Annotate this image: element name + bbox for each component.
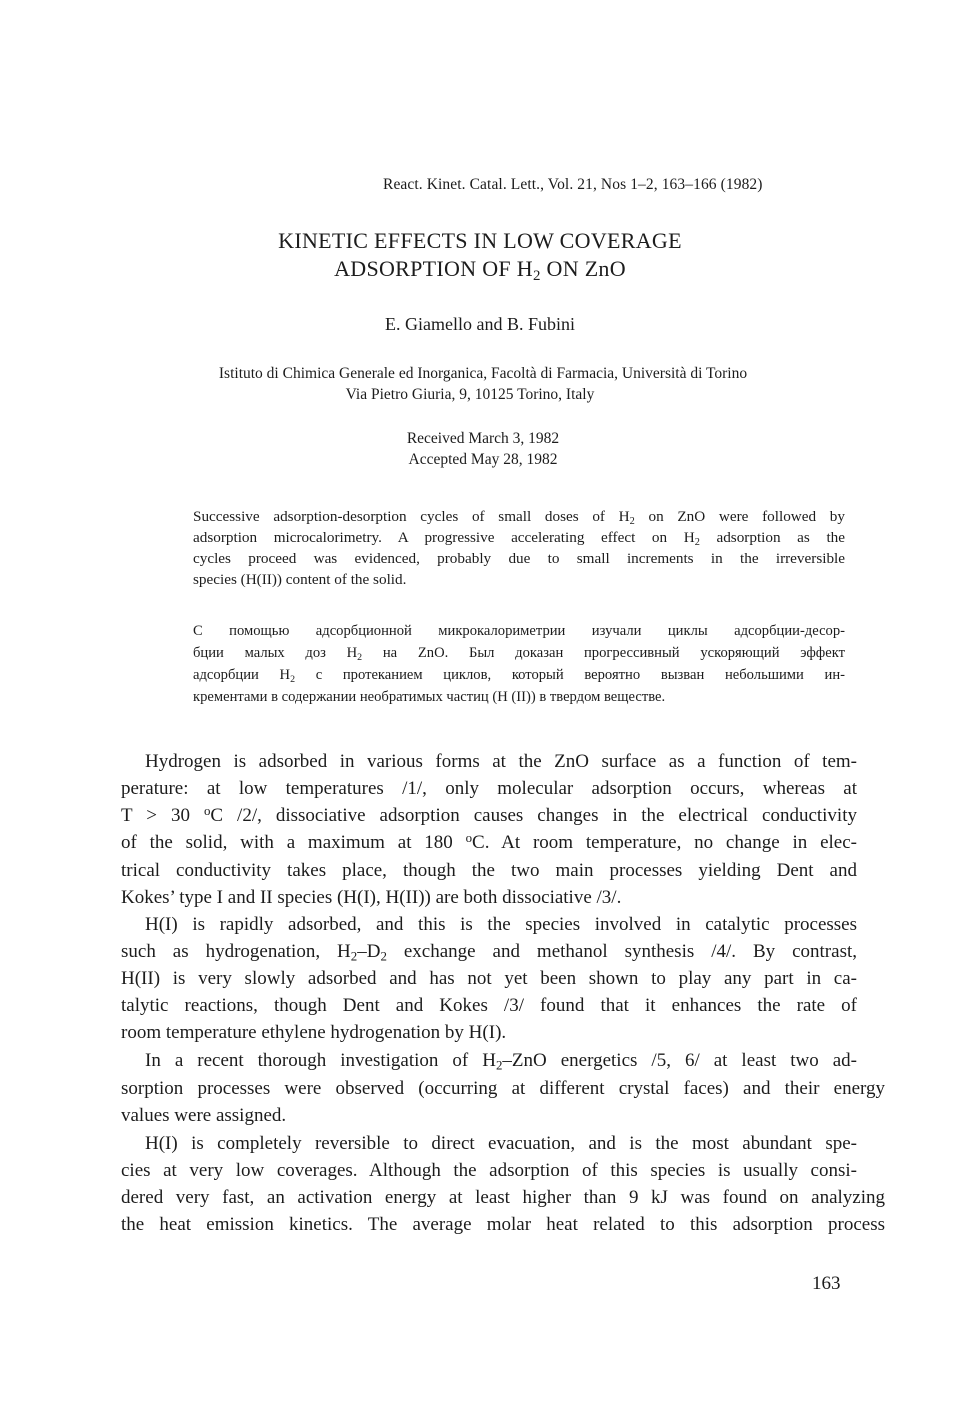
abstract-ru-line: бции малых доз $H_2$ на ZnO. Был доказан прогрессивный ускоряющий эффект (193, 645, 845, 663)
body-line: In a recent thorough investigation of $H_2$–ZnO energetics /5, 6/ at least two ad- (145, 1050, 857, 1073)
abstract-en-line: Successive adsorption-desorption cycles of small doses of $H_2$ on ZnO were followed by (193, 508, 845, 527)
page-number: 163 (812, 1273, 841, 1294)
received-date: Received March 3, 1982 (406, 430, 560, 447)
body-line: trical conductivity takes place, though the two main processes yielding Dent and (121, 860, 857, 881)
body-line: room temperature ethylene hydrogenation by H(I). (121, 1022, 507, 1043)
affiliation-line-1: Istituto di Chimica Generale ed Inorganica, Facoltà di Farmacia, Università di Torino (218, 365, 748, 382)
body-line: cies at very low coverages. Although the adsorption of this species is usually consi- (121, 1160, 857, 1181)
body-line: the heat emission kinetics. The average molar heat related to this adsorption process (121, 1214, 885, 1235)
body-line: H(I) is rapidly adsorbed, and this is the species involved in catalytic processes (145, 914, 857, 935)
body-line: T > 30 $^o$C /2/, dissociative adsorption causes changes in the electrical conductivity (121, 803, 857, 826)
abstract-en-line: adsorption microcalorimetry. A progressive accelerating effect on $H_2$ adsorption as the (193, 529, 845, 548)
body-line: Hydrogen is adsorbed in various forms at the ZnO surface as a function of tem- (145, 751, 857, 772)
body-line: dered very fast, an activation energy at least higher than 9 kJ was found on analyzing (121, 1187, 885, 1208)
body-line: of the solid, with a maximum at 180 $^o$C. At room temperature, no change in elec- (121, 830, 858, 853)
accepted-date: Accepted May 28, 1982 (408, 451, 558, 468)
body-line: perature: at low temperatures /1/, only molecular adsorption occurs, whereas at (121, 778, 857, 799)
body-line: talytic reactions, though Dent and Kokes /3/ found that it enhances the rate of (121, 995, 857, 1016)
body-line: sorption processes were observed (occurring at different crystal faces) and their energy (121, 1078, 885, 1099)
affiliation-line-2: Via Pietro Giuria, 9, 10125 Torino, Italy (345, 386, 595, 403)
abstract-ru-line: адсорбции $H_2$ с протеканием циклов, который вероятно вызван небольшими ин- (193, 667, 845, 685)
abstract-en-line: cycles proceed was evidenced, probably due to small increments in the irreversible (193, 550, 845, 567)
abstract-en-line: species (H(II)) content of the solid. (193, 571, 407, 588)
abstract-ru-line: С помощью адсорбционной микрокалориметрии изучали циклы адсорбции-десор- (193, 623, 845, 639)
title-line-2: ADSORPTION OF $H_2$ ON ZnO (334, 256, 626, 285)
body-line: H(I) is completely reversible to direct evacuation, and is the most abundant spe- (145, 1133, 857, 1154)
authors: E. Giamello and B. Fubini (385, 314, 575, 334)
body-line: Kokes’ type I and II species (H(I), H(II)) are both dissociative /3/. (121, 887, 622, 908)
body-line: H(II) is very slowly adsorbed and has not yet been shown to play any part in ca- (121, 968, 857, 989)
body-line: such as hydrogenation, $H_2-D_2$ exchange and methanol synthesis /4/. By contrast, (121, 941, 857, 964)
title-line-1: KINETIC EFFECTS IN LOW COVERAGE (278, 228, 682, 253)
journal-citation: React. Kinet. Catal. Lett., Vol. 21, Nos 1–2, 163–166 (1982) (383, 176, 763, 193)
abstract-ru-line: крементами в содержании необратимых частиц (H (II)) в твердом веществе. (193, 689, 666, 705)
body-line: values were assigned. (121, 1105, 287, 1126)
